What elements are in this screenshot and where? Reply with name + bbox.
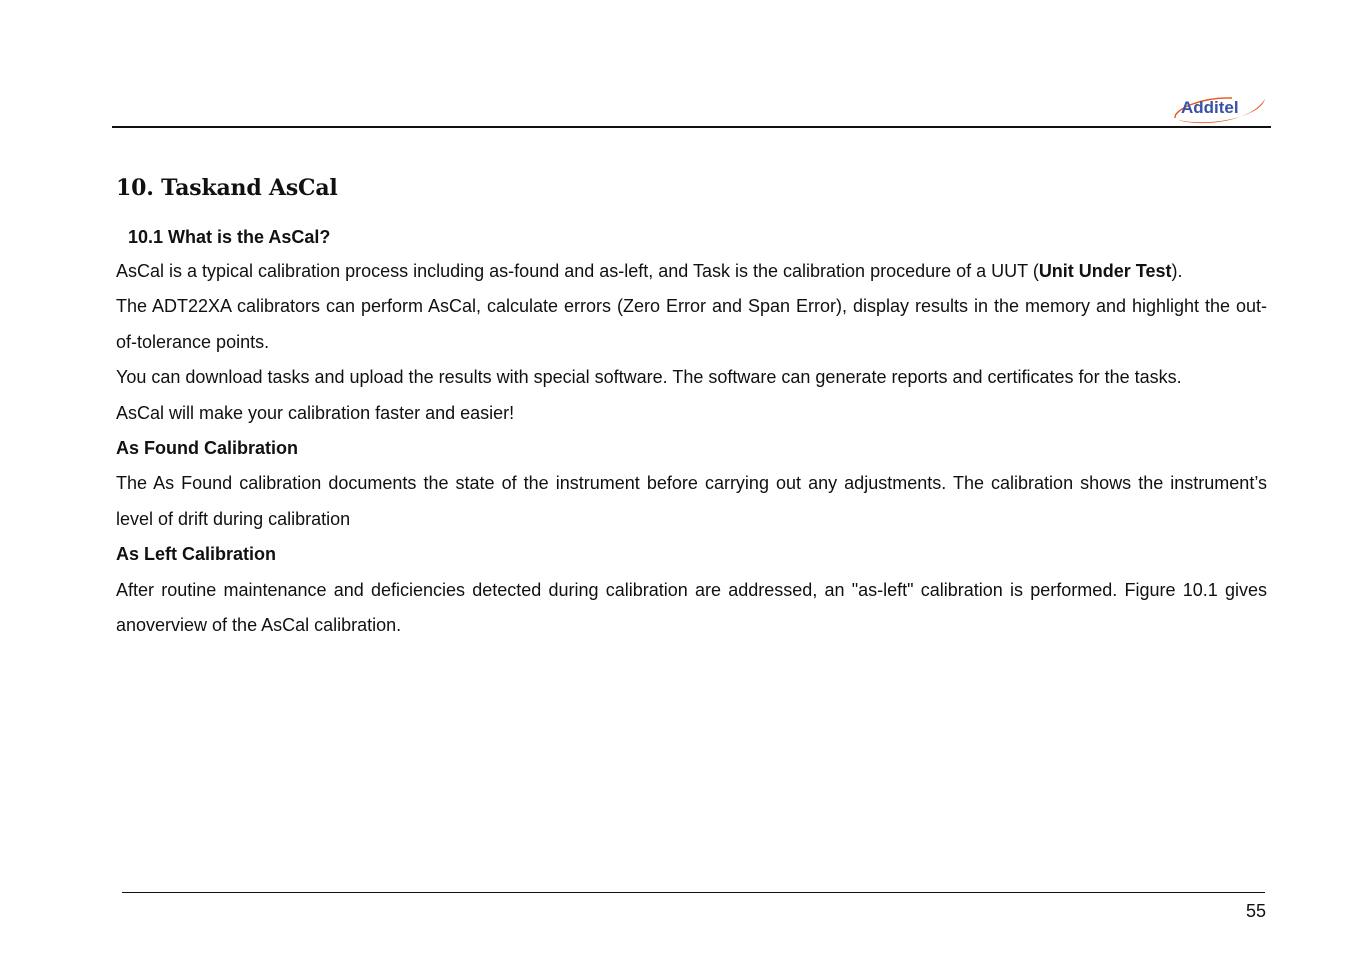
paragraph-calibrators: The ADT22XA calibrators can perform AsCal, calculate errors (Zero Error and Span Error), display results in the memory and highlight the out-of-tolerance points. xyxy=(116,296,1267,352)
paragraph-intro-end: ). xyxy=(1171,261,1183,281)
body-text xyxy=(116,254,1267,643)
section-title: 10.1 What is the AsCal? xyxy=(128,227,331,247)
header-rule xyxy=(112,126,1271,128)
additel-logo xyxy=(1172,89,1270,125)
as-found-heading: As Found Calibration xyxy=(116,438,298,459)
paragraph-faster: AsCal will make your calibration faster and easier! xyxy=(116,402,515,423)
page-number: 55 xyxy=(1245,901,1266,921)
as-found-paragraph: The As Found calibration documents the state of the instrument before carrying out any adjustments. The calibration shows the instrument’s level of drift during calibration xyxy=(116,473,1267,529)
paragraph-intro-text: AsCal is a typical calibration process including as-found and as-left, and Task is the calibration procedure of a UUT ( xyxy=(116,261,1039,281)
chapter-title: 10. Taskand AsCal xyxy=(116,175,338,201)
paragraph-software: You can download tasks and upload the results with special software. The software can generate reports and certificates for the tasks. xyxy=(116,367,1182,388)
paragraph-intro xyxy=(116,254,1267,289)
as-left-heading: As Left Calibration xyxy=(116,544,277,565)
as-left-paragraph: After routine maintenance and deficiencies detected during calibration are addressed, an "as-left" calibration is performed. Figure 10.1 gives anoverview of the AsCal calibration. xyxy=(116,579,1267,636)
footer-rule xyxy=(122,892,1265,893)
unit-under-test-term: Unit Under Test xyxy=(1038,261,1172,281)
logo-text: Additel xyxy=(1181,98,1239,117)
